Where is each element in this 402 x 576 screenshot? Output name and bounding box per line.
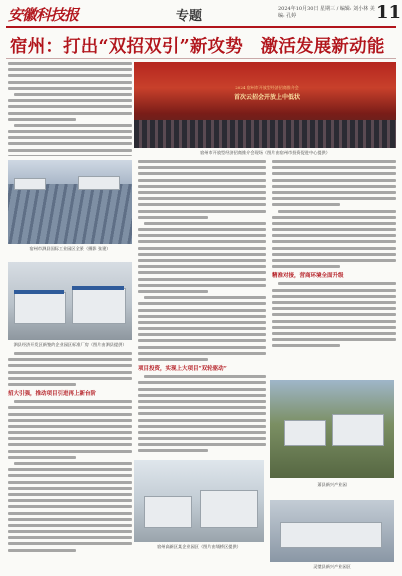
photo3-roof — [14, 290, 64, 294]
article-column-middle — [138, 160, 266, 456]
photo5-building — [284, 420, 326, 446]
article-column-right — [272, 160, 396, 376]
subhead-1: 招大引强，推动项目引进再上新台阶 — [8, 391, 97, 398]
event-stage-photo — [134, 62, 396, 148]
photo3-roof — [72, 286, 124, 290]
photo2-building — [78, 176, 120, 190]
dateline: 2024年10月30日 星期三 / 编辑: 刘小林 美编: 孔婷 — [278, 6, 375, 19]
county-industry-photo — [270, 500, 394, 562]
page-number: 11 — [376, 2, 402, 23]
photo4-building — [200, 490, 258, 528]
enterprise-park-photo — [134, 460, 264, 542]
photo3-building — [72, 288, 126, 324]
newspaper-logo: 安徽科技报 — [8, 6, 79, 24]
photo2-building — [14, 178, 46, 190]
photo1-caption: 宿州市开放型经济招商推介会现场（图片由宿州市投资促进中心提供） — [200, 150, 330, 155]
photo3-caption: 泗县经济开发区新签约企业园区标准厂房（图片由泗县提供） — [13, 342, 127, 347]
photo6-caption: 灵璧县新兴产业园区 — [313, 564, 351, 569]
page-headline: 宿州：打出“双招双引”新攻势 激活发展新动能 — [10, 37, 385, 57]
article-column-left-top — [8, 62, 132, 156]
factory-photo — [8, 262, 132, 340]
industrial-park-photo — [8, 160, 132, 244]
photo4-caption: 宿州高新区某企业园区（图片由埇桥区提供） — [157, 544, 241, 549]
masthead-rule — [6, 26, 396, 28]
photo2-caption: 宿州市泗县国际工业园区全景（摄影 张建） — [29, 246, 111, 251]
photo5-caption: 萧县新兴产业园 — [317, 482, 347, 487]
photo6-building — [280, 522, 382, 548]
new-industry-park-photo — [270, 380, 394, 478]
photo4-building — [144, 496, 192, 528]
photo3-building — [14, 292, 66, 324]
subhead-3: 精准对接，营商环境全面升级 — [272, 273, 344, 280]
article-column-left-bottom — [8, 352, 132, 572]
subhead-2: 项目投资，实现上大项目“双轮驱动” — [138, 366, 227, 373]
headline-rule — [6, 58, 396, 59]
audience-rows — [134, 120, 396, 148]
stage-banner-small: 2024 宿州市开放型经济招商推介会 — [235, 85, 299, 90]
photo5-building — [332, 414, 384, 446]
section-title: 专题 — [176, 9, 203, 24]
stage-banner-large: 首次云招会开放上中低状 — [233, 94, 300, 101]
